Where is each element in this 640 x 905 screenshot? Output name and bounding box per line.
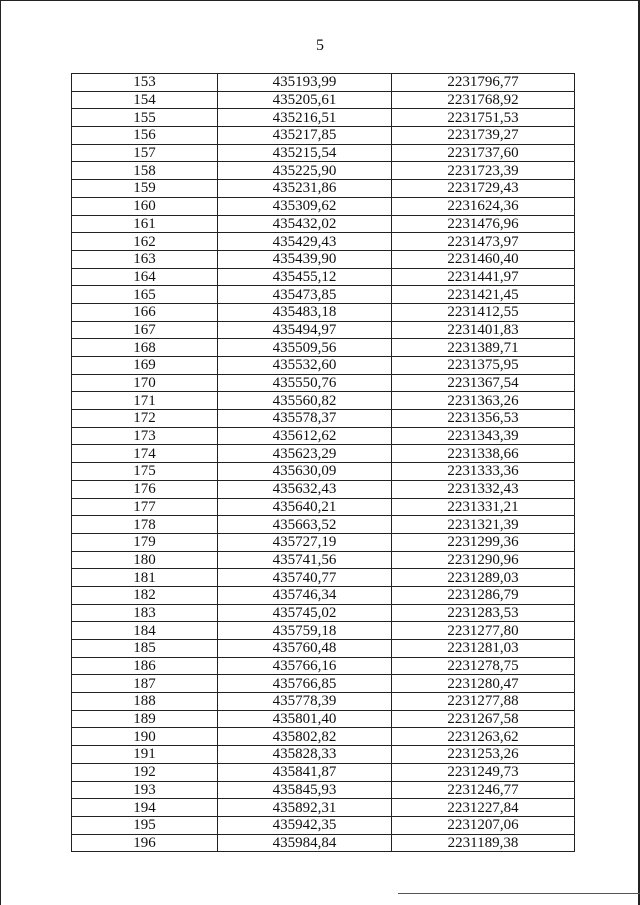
table-row (72, 339, 575, 357)
table-row (72, 250, 575, 268)
y-coordinate-cell: 2231227,84 (392, 799, 575, 817)
y-coordinate-cell: 2231737,60 (392, 144, 575, 162)
y-coordinate-cell: 2231460,40 (392, 250, 575, 268)
y-coordinate-cell: 2231441,97 (392, 268, 575, 286)
point-number-cell: 157 (72, 144, 218, 162)
table-row (72, 180, 575, 198)
y-coordinate-cell: 2231338,66 (392, 445, 575, 463)
point-number-cell: 193 (72, 781, 218, 799)
table-row (72, 834, 575, 852)
y-coordinate-cell: 2231412,55 (392, 303, 575, 321)
x-coordinate-cell: 435727,19 (218, 533, 392, 551)
x-coordinate-cell: 435942,35 (218, 816, 392, 834)
table-row (72, 109, 575, 127)
x-coordinate-cell: 435845,93 (218, 781, 392, 799)
y-coordinate-cell: 2231278,75 (392, 657, 575, 675)
y-coordinate-cell: 2231333,36 (392, 463, 575, 481)
point-number-cell: 169 (72, 357, 218, 375)
y-coordinate-cell: 2231246,77 (392, 781, 575, 799)
table-row (72, 427, 575, 445)
y-coordinate-cell: 2231283,53 (392, 604, 575, 622)
y-coordinate-cell: 2231367,54 (392, 374, 575, 392)
table-row (72, 569, 575, 587)
table-row (72, 781, 575, 799)
table-row (72, 91, 575, 109)
x-coordinate-cell: 435205,61 (218, 91, 392, 109)
y-coordinate-cell: 2231286,79 (392, 586, 575, 604)
x-coordinate-cell: 435494,97 (218, 321, 392, 339)
y-coordinate-cell: 2231277,88 (392, 693, 575, 711)
x-coordinate-cell: 435759,18 (218, 622, 392, 640)
point-number-cell: 159 (72, 180, 218, 198)
y-coordinate-cell: 2231421,45 (392, 286, 575, 304)
x-coordinate-cell: 435215,54 (218, 144, 392, 162)
point-number-cell: 153 (72, 74, 218, 92)
table-row (72, 710, 575, 728)
y-coordinate-cell: 2231332,43 (392, 480, 575, 498)
x-coordinate-cell: 435745,02 (218, 604, 392, 622)
x-coordinate-cell: 435455,12 (218, 268, 392, 286)
x-coordinate-cell: 435984,84 (218, 834, 392, 852)
point-number-cell: 191 (72, 746, 218, 764)
point-number-cell: 162 (72, 233, 218, 251)
point-number-cell: 192 (72, 763, 218, 781)
point-number-cell: 186 (72, 657, 218, 675)
y-coordinate-cell: 2231253,26 (392, 746, 575, 764)
x-coordinate-cell: 435429,43 (218, 233, 392, 251)
y-coordinate-cell: 2231263,62 (392, 728, 575, 746)
y-coordinate-cell: 2231723,39 (392, 162, 575, 180)
point-number-cell: 183 (72, 604, 218, 622)
table-row (72, 392, 575, 410)
point-number-cell: 177 (72, 498, 218, 516)
table-row (72, 197, 575, 215)
table-row (72, 127, 575, 145)
point-number-cell: 174 (72, 445, 218, 463)
point-number-cell: 163 (72, 250, 218, 268)
y-coordinate-cell: 2231375,95 (392, 357, 575, 375)
point-number-cell: 172 (72, 410, 218, 428)
y-coordinate-cell: 2231624,36 (392, 197, 575, 215)
table-row (72, 586, 575, 604)
point-number-cell: 187 (72, 675, 218, 693)
table-row (72, 357, 575, 375)
x-coordinate-cell: 435217,85 (218, 127, 392, 145)
page-number: 5 (316, 37, 324, 54)
point-number-cell: 170 (72, 374, 218, 392)
table-row (72, 162, 575, 180)
point-number-cell: 188 (72, 693, 218, 711)
point-number-cell: 167 (72, 321, 218, 339)
x-coordinate-cell: 435746,34 (218, 586, 392, 604)
x-coordinate-cell: 435216,51 (218, 109, 392, 127)
y-coordinate-cell: 2231189,38 (392, 834, 575, 852)
point-number-cell: 165 (72, 286, 218, 304)
y-coordinate-cell: 2231768,92 (392, 91, 575, 109)
x-coordinate-cell: 435802,82 (218, 728, 392, 746)
y-coordinate-cell: 2231321,39 (392, 516, 575, 534)
y-coordinate-cell: 2231363,26 (392, 392, 575, 410)
table-row (72, 233, 575, 251)
point-number-cell: 158 (72, 162, 218, 180)
y-coordinate-cell: 2231343,39 (392, 427, 575, 445)
point-number-cell: 156 (72, 127, 218, 145)
x-coordinate-cell: 435439,90 (218, 250, 392, 268)
coordinates-table (71, 73, 575, 852)
point-number-cell: 194 (72, 799, 218, 817)
x-coordinate-cell: 435663,52 (218, 516, 392, 534)
point-number-cell: 171 (72, 392, 218, 410)
point-number-cell: 173 (72, 427, 218, 445)
x-coordinate-cell: 435740,77 (218, 569, 392, 587)
point-number-cell: 164 (72, 268, 218, 286)
table-row (72, 215, 575, 233)
y-coordinate-cell: 2231207,06 (392, 816, 575, 834)
table-row (72, 498, 575, 516)
table-row (72, 268, 575, 286)
table-row (72, 551, 575, 569)
x-coordinate-cell: 435841,87 (218, 763, 392, 781)
x-coordinate-cell: 435741,56 (218, 551, 392, 569)
y-coordinate-cell: 2231249,73 (392, 763, 575, 781)
table-row (72, 675, 575, 693)
y-coordinate-cell: 2231356,53 (392, 410, 575, 428)
table-row (72, 657, 575, 675)
table-row (72, 746, 575, 764)
point-number-cell: 182 (72, 586, 218, 604)
x-coordinate-cell: 435550,76 (218, 374, 392, 392)
x-coordinate-cell: 435632,43 (218, 480, 392, 498)
y-coordinate-cell: 2231476,96 (392, 215, 575, 233)
y-coordinate-cell: 2231289,03 (392, 569, 575, 587)
point-number-cell: 195 (72, 816, 218, 834)
table-row (72, 144, 575, 162)
y-coordinate-cell: 2231796,77 (392, 74, 575, 92)
footer-rule (398, 893, 640, 894)
point-number-cell: 155 (72, 109, 218, 127)
point-number-cell: 189 (72, 710, 218, 728)
table-row (72, 622, 575, 640)
x-coordinate-cell: 435778,39 (218, 693, 392, 711)
point-number-cell: 160 (72, 197, 218, 215)
x-coordinate-cell: 435892,31 (218, 799, 392, 817)
y-coordinate-cell: 2231739,27 (392, 127, 575, 145)
table-row (72, 799, 575, 817)
y-coordinate-cell: 2231751,53 (392, 109, 575, 127)
table-row (72, 516, 575, 534)
table-row (72, 640, 575, 658)
point-number-cell: 184 (72, 622, 218, 640)
point-number-cell: 154 (72, 91, 218, 109)
point-number-cell: 190 (72, 728, 218, 746)
y-coordinate-cell: 2231299,36 (392, 533, 575, 551)
point-number-cell: 185 (72, 640, 218, 658)
y-coordinate-cell: 2231729,43 (392, 180, 575, 198)
x-coordinate-cell: 435578,37 (218, 410, 392, 428)
coordinates-table-body (72, 74, 575, 852)
x-coordinate-cell: 435231,86 (218, 180, 392, 198)
x-coordinate-cell: 435193,99 (218, 74, 392, 92)
point-number-cell: 161 (72, 215, 218, 233)
table-row (72, 480, 575, 498)
x-coordinate-cell: 435766,16 (218, 657, 392, 675)
y-coordinate-cell: 2231473,97 (392, 233, 575, 251)
point-number-cell: 181 (72, 569, 218, 587)
point-number-cell: 180 (72, 551, 218, 569)
table-row (72, 533, 575, 551)
table-row (72, 604, 575, 622)
point-number-cell: 176 (72, 480, 218, 498)
table-row (72, 816, 575, 834)
y-coordinate-cell: 2231281,03 (392, 640, 575, 658)
point-number-cell: 168 (72, 339, 218, 357)
x-coordinate-cell: 435640,21 (218, 498, 392, 516)
table-row (72, 693, 575, 711)
table-row (72, 763, 575, 781)
table-row (72, 463, 575, 481)
x-coordinate-cell: 435225,90 (218, 162, 392, 180)
x-coordinate-cell: 435560,82 (218, 392, 392, 410)
y-coordinate-cell: 2231277,80 (392, 622, 575, 640)
point-number-cell: 175 (72, 463, 218, 481)
x-coordinate-cell: 435532,60 (218, 357, 392, 375)
table-row (72, 74, 575, 92)
table-row (72, 410, 575, 428)
point-number-cell: 179 (72, 533, 218, 551)
x-coordinate-cell: 435509,56 (218, 339, 392, 357)
page-edge-left (0, 0, 1, 905)
x-coordinate-cell: 435766,85 (218, 675, 392, 693)
table-row (72, 728, 575, 746)
x-coordinate-cell: 435828,33 (218, 746, 392, 764)
table-row (72, 303, 575, 321)
x-coordinate-cell: 435630,09 (218, 463, 392, 481)
page-edge-top (0, 0, 640, 1)
x-coordinate-cell: 435612,62 (218, 427, 392, 445)
point-number-cell: 178 (72, 516, 218, 534)
x-coordinate-cell: 435623,29 (218, 445, 392, 463)
x-coordinate-cell: 435473,85 (218, 286, 392, 304)
table-row (72, 374, 575, 392)
x-coordinate-cell: 435309,62 (218, 197, 392, 215)
x-coordinate-cell: 435801,40 (218, 710, 392, 728)
x-coordinate-cell: 435760,48 (218, 640, 392, 658)
y-coordinate-cell: 2231401,83 (392, 321, 575, 339)
table-row (72, 445, 575, 463)
table-row (72, 286, 575, 304)
y-coordinate-cell: 2231290,96 (392, 551, 575, 569)
x-coordinate-cell: 435483,18 (218, 303, 392, 321)
x-coordinate-cell: 435432,02 (218, 215, 392, 233)
table-row (72, 321, 575, 339)
y-coordinate-cell: 2231331,21 (392, 498, 575, 516)
y-coordinate-cell: 2231389,71 (392, 339, 575, 357)
point-number-cell: 166 (72, 303, 218, 321)
y-coordinate-cell: 2231267,58 (392, 710, 575, 728)
point-number-cell: 196 (72, 834, 218, 852)
y-coordinate-cell: 2231280,47 (392, 675, 575, 693)
